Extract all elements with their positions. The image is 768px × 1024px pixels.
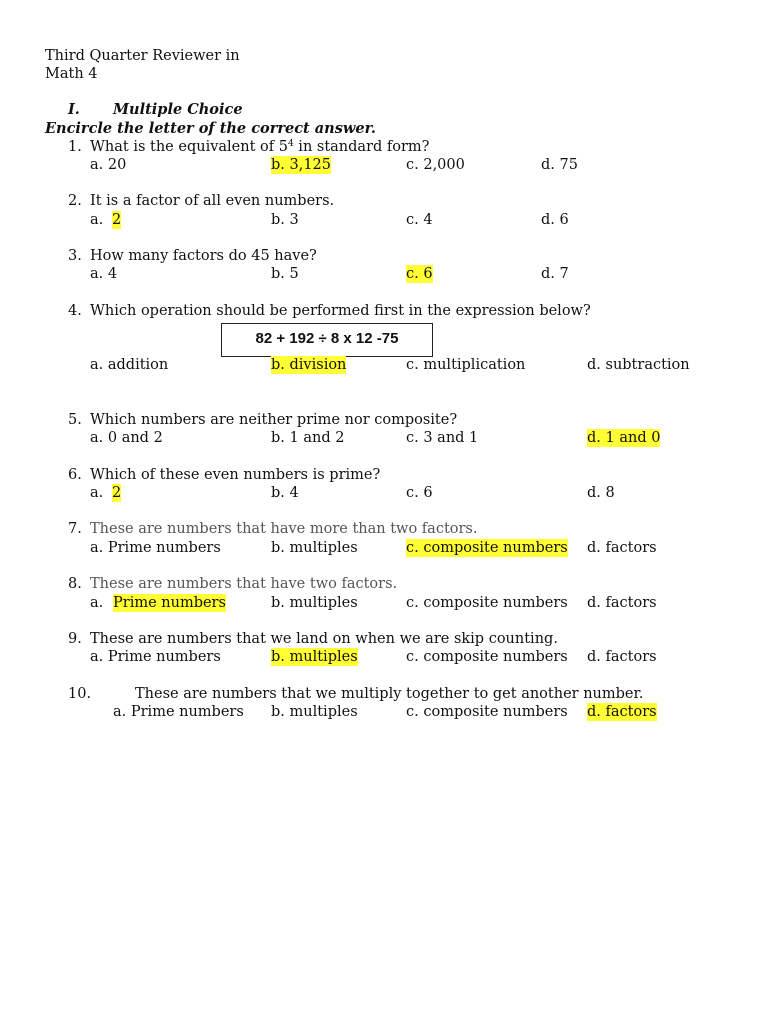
choice-b-correct[interactable]: b. division xyxy=(271,357,347,373)
question-text: These are numbers that have two factors. xyxy=(90,576,398,592)
choice-d[interactable]: d. factors xyxy=(587,649,657,665)
question-number: 6. xyxy=(68,467,82,483)
choice-b[interactable]: b. 5 xyxy=(271,266,299,282)
section-number: I. xyxy=(68,101,80,118)
choice-b[interactable]: b. 3 xyxy=(271,212,299,228)
choice-d[interactable]: d. 8 xyxy=(587,485,615,501)
question-number: 5. xyxy=(68,412,82,428)
choice-a-letter[interactable]: a. xyxy=(90,595,104,611)
question-number: 9. xyxy=(68,631,82,647)
choice-c-correct[interactable]: c. 6 xyxy=(406,266,433,282)
question-text: Which operation should be performed first in the expression below? xyxy=(90,303,591,319)
choice-a-correct[interactable]: Prime numbers xyxy=(113,595,226,611)
choice-b[interactable]: b. 1 and 2 xyxy=(271,430,345,446)
question-text: These are numbers that have more than two factors. xyxy=(90,521,478,537)
choice-d[interactable]: d. 75 xyxy=(541,157,578,173)
section-title: Multiple Choice xyxy=(113,101,243,118)
question-text: How many factors do 45 have? xyxy=(90,248,317,264)
doc-title-line1: Third Quarter Reviewer in xyxy=(45,48,240,64)
choice-b-correct[interactable]: b. multiples xyxy=(271,649,358,665)
choice-b[interactable]: b. multiples xyxy=(271,540,358,556)
choice-c[interactable]: c. 6 xyxy=(406,485,433,501)
section-instruction: Encircle the letter of the correct answer. xyxy=(45,120,376,137)
choice-c[interactable]: c. 3 and 1 xyxy=(406,430,479,446)
choice-a[interactable]: a. 0 and 2 xyxy=(90,430,163,446)
choice-b[interactable]: b. 4 xyxy=(271,485,299,501)
question-number: 2. xyxy=(68,193,82,209)
choice-c[interactable]: c. composite numbers xyxy=(406,704,568,720)
choice-c[interactable]: c. multiplication xyxy=(406,357,526,373)
choice-d-correct[interactable]: d. factors xyxy=(587,704,657,720)
question-text: Which numbers are neither prime nor composite? xyxy=(90,412,458,428)
choice-a[interactable]: a. Prime numbers xyxy=(90,649,221,665)
expression-box: 82 + 192 ÷ 8 x 12 -75 xyxy=(221,323,433,357)
question-text: What is the equivalent of $5^4$ in standard form? xyxy=(90,139,430,155)
choice-b[interactable]: b. multiples xyxy=(271,704,358,720)
choice-c[interactable]: c. 4 xyxy=(406,212,433,228)
choice-a-correct[interactable]: 2 xyxy=(112,212,122,228)
choice-c[interactable]: c. composite numbers xyxy=(406,595,568,611)
choice-a[interactable]: a. 4 xyxy=(90,266,118,282)
question-text: Which of these even numbers is prime? xyxy=(90,467,381,483)
choice-a-letter[interactable]: a. xyxy=(90,485,104,501)
question-number: 8. xyxy=(68,576,82,592)
question-number: 4. xyxy=(68,303,82,319)
question-text: These are numbers that we land on when we are skip counting. xyxy=(90,631,558,647)
choice-a[interactable]: a. 20 xyxy=(90,157,127,173)
choice-b-correct[interactable]: b. 3,125 xyxy=(271,157,332,173)
question-number: 7. xyxy=(68,521,82,537)
choice-d[interactable]: d. 7 xyxy=(541,266,569,282)
choice-a-letter[interactable]: a. xyxy=(90,212,104,228)
choice-d[interactable]: d. factors xyxy=(587,595,657,611)
choice-a[interactable]: a. Prime numbers xyxy=(113,704,244,720)
choice-a[interactable]: a. Prime numbers xyxy=(90,540,221,556)
choice-d[interactable]: d. subtraction xyxy=(587,357,690,373)
choice-c[interactable]: c. 2,000 xyxy=(406,157,465,173)
choice-c[interactable]: c. composite numbers xyxy=(406,649,568,665)
choice-a-correct[interactable]: 2 xyxy=(112,485,122,501)
question-number: 1. xyxy=(68,139,82,155)
question-number: 10. xyxy=(68,686,92,702)
question-number: 3. xyxy=(68,248,82,264)
choice-b[interactable]: b. multiples xyxy=(271,595,358,611)
choice-d[interactable]: d. 6 xyxy=(541,212,569,228)
question-text: It is a factor of all even numbers. xyxy=(90,193,335,209)
doc-title-line2: Math 4 xyxy=(45,66,98,82)
choice-a[interactable]: a. addition xyxy=(90,357,169,373)
question-text: These are numbers that we multiply together to get another number. xyxy=(135,686,644,702)
choice-c-correct[interactable]: c. composite numbers xyxy=(406,540,568,556)
choice-d[interactable]: d. factors xyxy=(587,540,657,556)
choice-d-correct[interactable]: d. 1 and 0 xyxy=(587,430,661,446)
